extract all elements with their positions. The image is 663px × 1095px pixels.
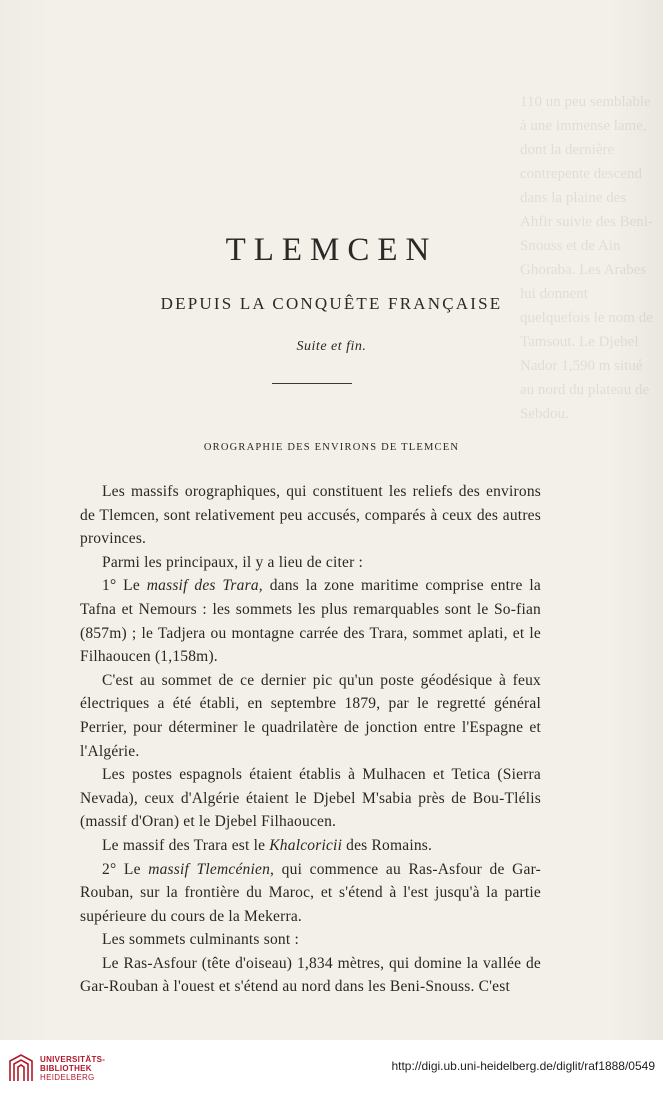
paragraph-6 bbox=[80, 834, 541, 858]
logo-line-2: BIBLIOTHEK bbox=[40, 1064, 92, 1073]
suite-note: Suite et fin. bbox=[296, 339, 367, 354]
paragraph-3 bbox=[80, 574, 541, 668]
paragraph-3-emphasis: massif des Trara, bbox=[146, 577, 263, 595]
paragraph-1: Les massifs orographiques, qui constituent les reliefs des environs de Tlemcen, sont relativement peu accusés, comparés à ceux des autres provinces. bbox=[80, 483, 541, 548]
paragraph-6-post: des Romains. bbox=[342, 836, 433, 854]
library-logo-icon[interactable] bbox=[8, 1053, 34, 1083]
paragraph-2: Parmi les principaux, il y a lieu de citer : bbox=[102, 553, 364, 571]
footer-bar bbox=[0, 1040, 663, 1095]
paragraph-7-pre: 2° Le bbox=[102, 860, 149, 878]
section-heading: OROGRAPHIE DES ENVIRONS DE TLEMCEN bbox=[203, 442, 460, 453]
paragraph-4: C'est au sommet de ce dernier pic qu'un poste géodésique à feux électriques a été établi, en septembre 1879, par le regretté général Perrier, pour déterminer le quadrilatère de jonction entre l'Espagne et l'Algérie. bbox=[80, 671, 541, 760]
paragraph-3-post: dans la zone maritime comprise entre la Tafna et Nemours : les sommets les plus remarquables sont le So-fian (857m) ; le Tadjera ou montagne carrée des Trara, sommet aplati, et le Filhaoucen (1,158m). bbox=[80, 577, 541, 666]
logo-line-1: UNIVERSITÄTS- bbox=[40, 1055, 106, 1064]
library-logo-text[interactable] bbox=[40, 1055, 105, 1082]
title-rule bbox=[272, 383, 352, 384]
paragraph-7-post: qui commence au Ras-Asfour de Gar-Rouban, sur la frontière du Maroc, et s'étend à l'est jusqu'à la partie supérieure du cours de la Mekerra. bbox=[80, 860, 542, 925]
paragraph-6-emphasis: Khalcoricii bbox=[269, 836, 343, 854]
paragraph-3-pre: 1° Le bbox=[102, 577, 147, 595]
body-text bbox=[80, 480, 541, 999]
page-title: TLEMCEN bbox=[225, 232, 438, 268]
paragraph-5: Les postes espagnols étaient établis à Mulhacen et Tetica (Sierra Nevada), ceux d'Algérie étaient le Djebel M'sabia près de Bou-Tlélis (massif d'Oran) et le Djebel Filhaoucen. bbox=[80, 766, 541, 831]
paragraph-7-emphasis: massif Tlemcénien, bbox=[148, 860, 275, 878]
permalink-url[interactable]: http://digi.ub.uni-heidelberg.de/diglit/raf1888/0549 bbox=[391, 1059, 655, 1073]
paragraph-8: Les sommets culminants sont : bbox=[102, 931, 299, 949]
paragraph-6-pre: Le massif des Trara est le bbox=[102, 836, 270, 854]
page-subtitle: DEPUIS LA CONQUÊTE FRANÇAISE bbox=[160, 294, 503, 313]
logo-line-3: HEIDELBERG bbox=[40, 1073, 95, 1082]
bleed-through-text: 110 un peu semblable à une immense lame, dont la dernière contrepente descend dans la plaine des Ahfir suivie des Beni-Snouss et de Ain Ghoraba. Les Arabes lui donnent quelquefois le nom de Tamsout. Le Djebel Nador 1,590 m situé au nord du plateau de Sebdou. bbox=[520, 94, 653, 422]
paragraph-9: Le Ras-Asfour (tête d'oiseau) 1,834 mètres, qui domine la vallée de Gar-Rouban à l'ouest et s'étend au nord dans les Beni-Snouss. C'est bbox=[80, 954, 541, 996]
paragraph-7 bbox=[80, 858, 541, 929]
